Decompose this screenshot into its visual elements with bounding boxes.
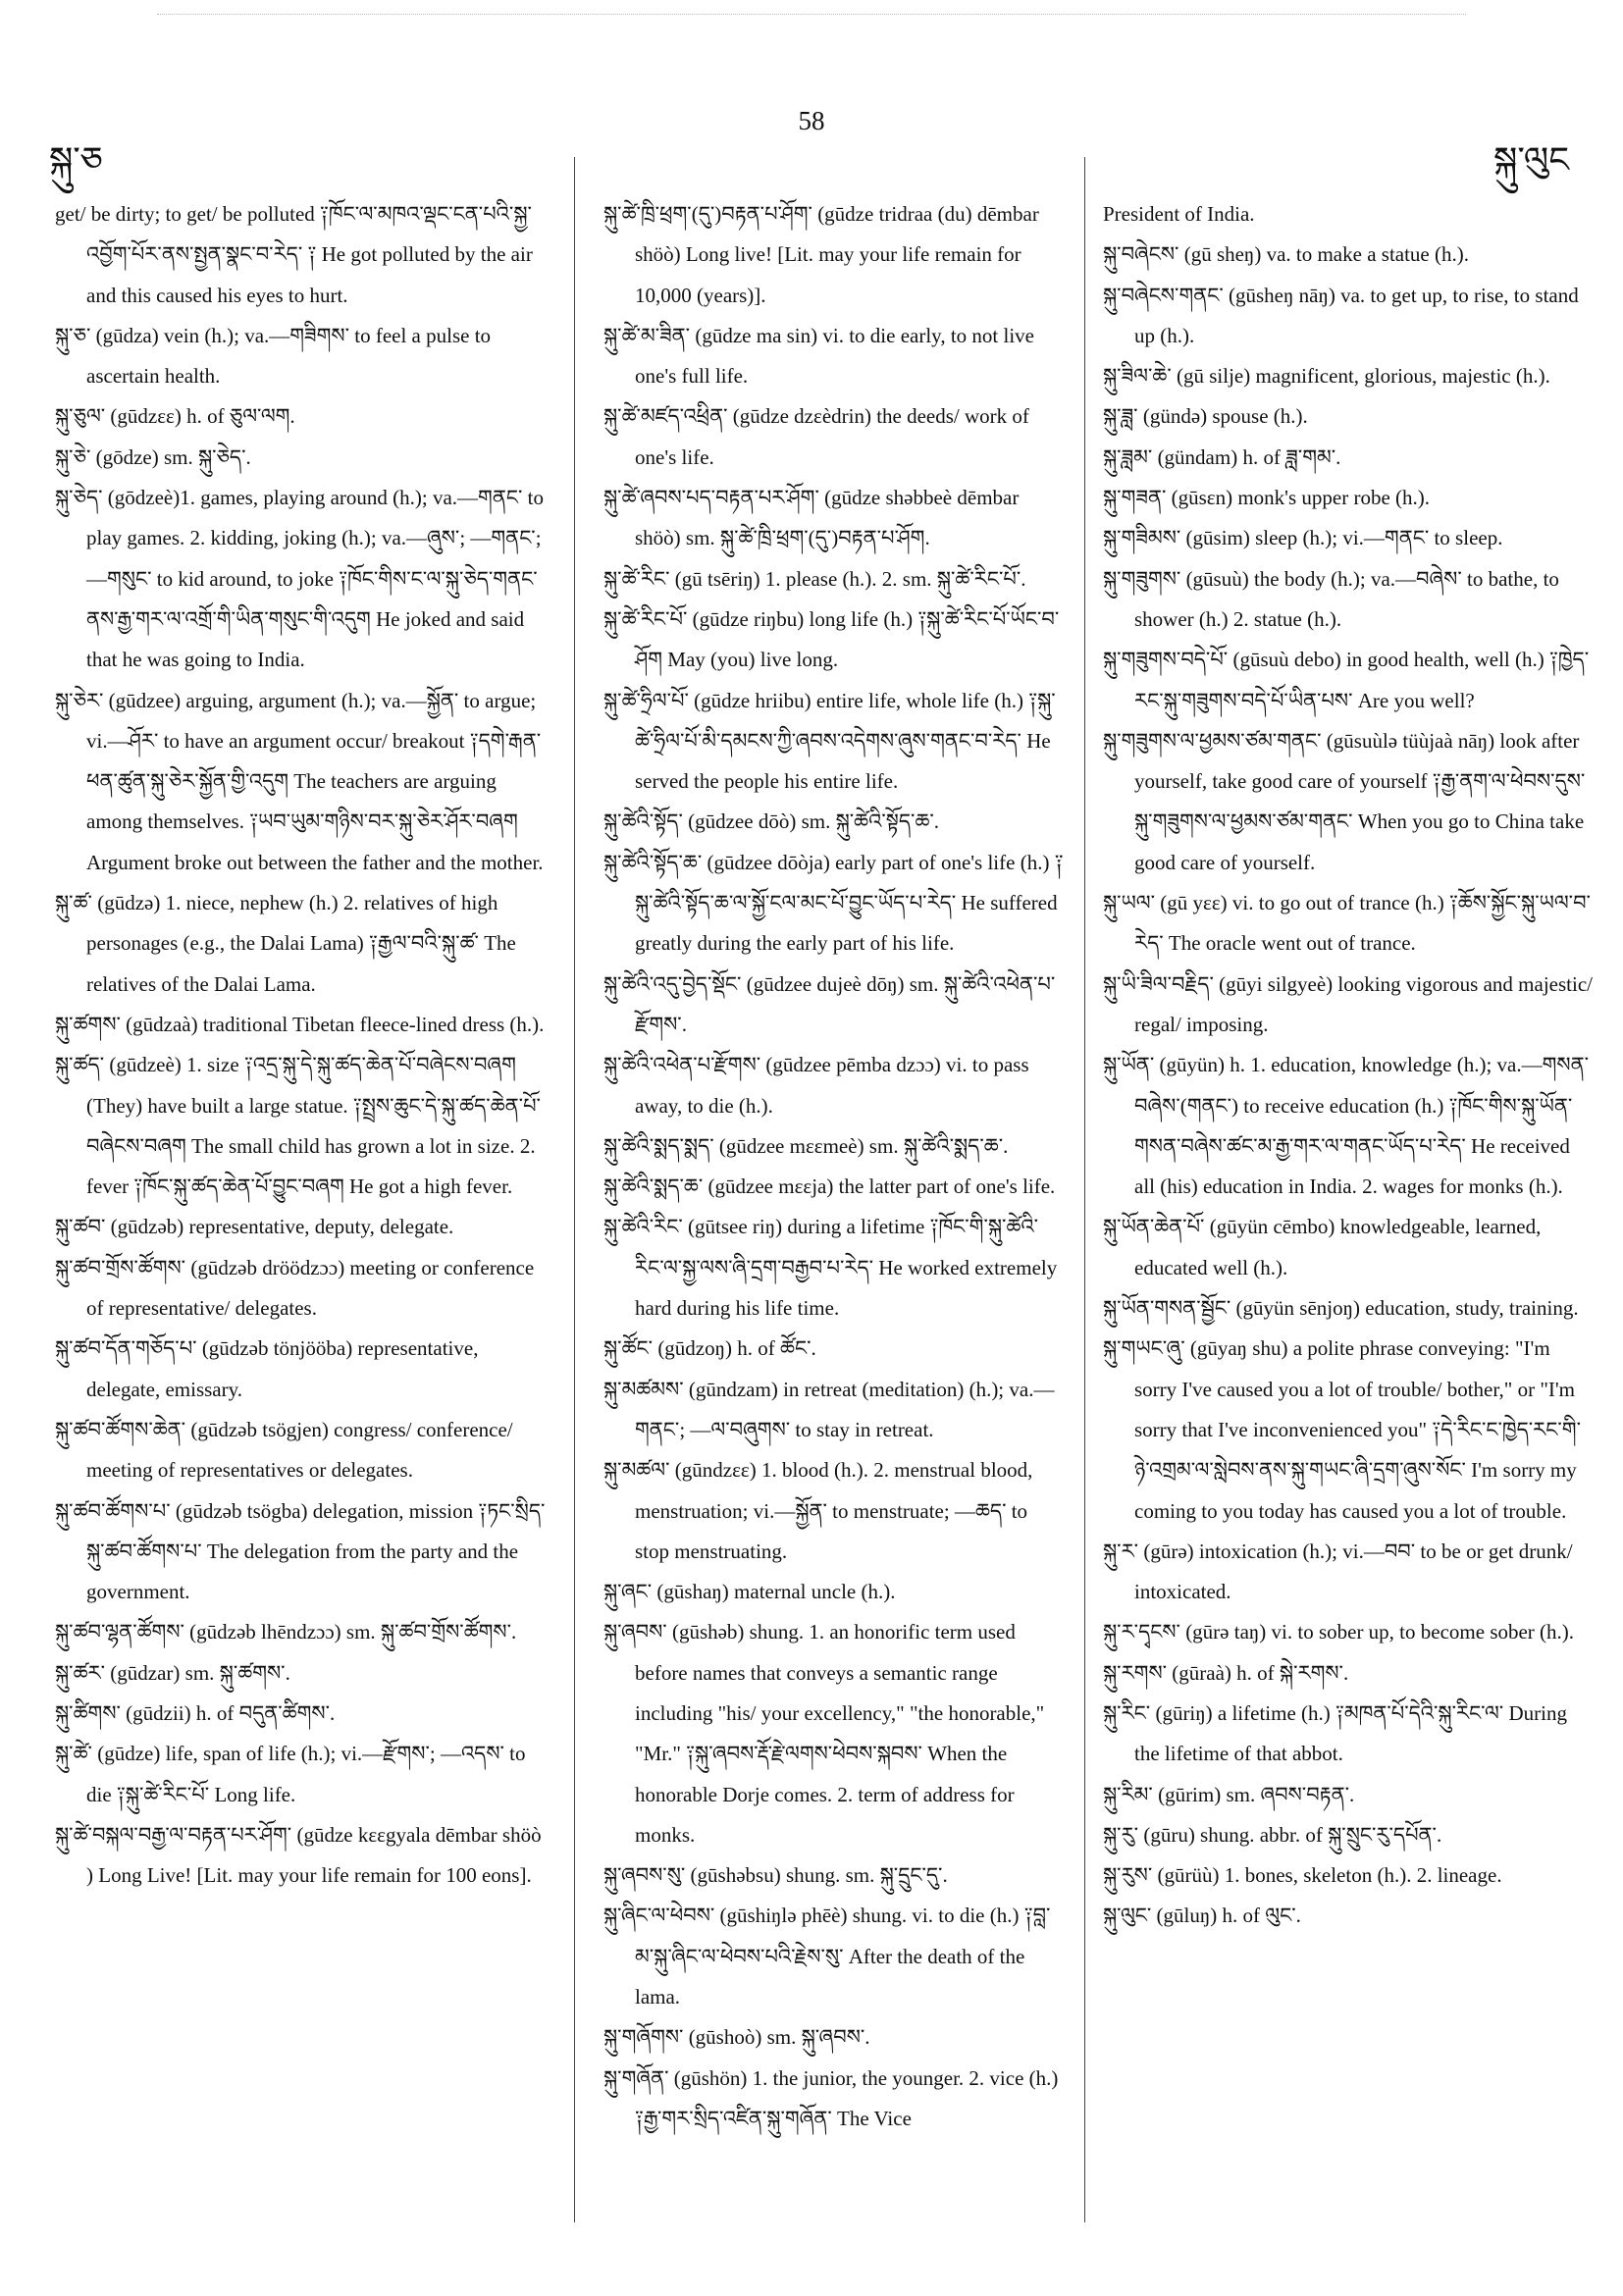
- right-guide-word: སྐུ་ལུང: [1493, 140, 1569, 181]
- dictionary-entry: སྐུ་ཚབ་ཚོགས་པ་ (gūdzəb tsögba) delegation, mission ༑ཏང་སྲིད་སྐུ་ཚབ་ཚོགས་པ་ The delegation from the party and the government.: [55, 1498, 546, 1604]
- dictionary-entry: སྐུ་ཚ་ (gūdzə) 1. niece, nephew (h.) 2. relatives of high personages (e.g., the Dalai Lama) ༑རྒྱལ་བའི་སྐུ་ཚ་ The relatives of the Dalai Lama.: [55, 891, 516, 996]
- dictionary-entry: སྐུ་ཟླ་ (gündə) spouse (h.).: [1103, 404, 1308, 429]
- dictionary-entry: སྐུ་ཅ་ (gūdza) vein (h.); va.—གཟིགས་ to feel a pulse to ascertain health.: [55, 323, 492, 389]
- dictionary-entry: སྐུ་གཟན་ (gūsεn) monk's upper robe (h.).: [1103, 486, 1430, 510]
- dictionary-entry: སྐུ་ཡོན་ (gūyün) h. 1. education, knowledge (h.); va.—གསན་བཞེས་(གནང་) to receive education (h.) ༑ཁོང་གིས་སྐུ་ཡོན་གསན་བཞེས་ཚང་མ་རྒྱ་གར་ལ་གནང་ཡོད་པ་རེད་ He received all (his) education in India. 2. wages for monks (h.).: [1103, 1053, 1590, 1199]
- dictionary-entry: སྐུ་ཚབ་ (gūdzəb) representative, deputy, delegate.: [55, 1215, 454, 1239]
- dictionary-entry: སྐུ་ཚེ་ཞབས་པད་བརྟན་པར་ཤོག་ (gūdze shəbbeè dēmbar shöò) sm. སྐུ་ཚེ་ཁྲི་ཕྲག་(དུ་)བརྟན་པ་ཤོག.: [603, 486, 1020, 550]
- dictionary-entry: get/ be dirty; to get/ be polluted ༑ཁོང་ལ་མཁའ་ལྡང་ངན་པའི་སྐྱ་འབྱོག་པོར་ནས་སྤྱན་སྣང་བ་རེད་ ༑ He got polluted by the air and this caused his eyes to hurt.: [55, 202, 533, 307]
- dictionary-column-2: [603, 194, 1065, 2139]
- dictionary-entry: སྐུ་ཚེའི་སྨད་སྨད་ (gūdzee mεεmeè) sm. སྐུ་ཚེའི་སྨད་ཆ་.: [603, 1133, 1009, 1158]
- dictionary-entry: སྐུ་རིང་ (gūriŋ) a lifetime (h.) ༑མཁན་པོ་དེའི་སྐུ་རིང་ལ་ During the lifetime of that abbot.: [1103, 1700, 1567, 1766]
- dictionary-entry: President of India.: [1103, 202, 1255, 226]
- dictionary-entry: སྐུ་རིམ་ (gūrim) sm. ཞབས་བརྟན་.: [1103, 1782, 1355, 1806]
- dictionary-entry: སྐུ་ཚར་ (gūdzar) sm. སྐུ་ཚགས་.: [55, 1660, 290, 1685]
- dictionary-entry: སྐུ་གཡང་ཞུ་ (gūyaŋ shu) a polite phrase conveying: "I'm sorry I've caused you a lot of trouble/ bother," or "I'm sorry that I've inconvenienced you" ༑དེ་རིང་ང་ཁྱེད་རང་གི་ཉེ་འགྲམ་ལ་སླེབས་ནས་སྐུ་གཡང་ཞི་དྲག་ཞུས་སོང་ I'm sorry my coming to you today has caused you a lot of trouble.: [1103, 1336, 1581, 1523]
- dictionary-entry: སྐུ་ར་དྭངས་ (gūrə taŋ) vi. to sober up, to become sober (h.).: [1103, 1620, 1575, 1644]
- dictionary-entry: སྐུ་ཚགས་ (gūdzaà) traditional Tibetan fleece-lined dress (h.).: [55, 1012, 545, 1036]
- dictionary-entry: སྐུ་ར་ (gūrə) intoxication (h.); vi.—བབ་ to be or get drunk/ intoxicated.: [1103, 1539, 1573, 1604]
- dictionary-entry: སྐུ་གཟུགས་བདེ་པོ་ (gūsuù debo) in good health, well (h.) ༑ཁྱེད་རང་སྐུ་གཟུགས་བདེ་པོ་ཡིན་པས་ Are you well?: [1103, 648, 1590, 712]
- dictionary-column-1: [55, 194, 546, 1896]
- dictionary-entry: སྐུ་ཚིགས་ (gūdzii) h. of བདུན་ཚིགས་.: [55, 1700, 336, 1725]
- dictionary-entry: སྐུ་རུ་ (gūru) shung. abbr. of སྐུ་སྲུང་རུ་དཔོན་.: [1103, 1822, 1442, 1847]
- dictionary-entry: སྐུ་རུས་ (gūrüù) 1. bones, skeleton (h.). 2. lineage.: [1103, 1863, 1502, 1888]
- dictionary-entry: སྐུ་གཟུགས་ (gūsuù) the body (h.); va.—བཞེས་ to bathe, to shower (h.) 2. statue (h.).: [1103, 566, 1559, 631]
- dictionary-entry: སྐུ་ཚེ་ (gūdze) life, span of life (h.); vi.—རྫོགས་; —འདས་ to die ༑སྐུ་ཚེ་རིང་པོ་ Long life.: [55, 1742, 526, 1806]
- dictionary-entry: སྐུ་གཞོན་ (gūshön) 1. the junior, the younger. 2. vice (h.) ༑རྒྱ་གར་སྲིད་འཛིན་སྐུ་གཞོན་ The Vice: [603, 2065, 1059, 2130]
- dictionary-entry: སྐུ་ཅེ་ (gōdze) sm. སྐུ་ཅེད་.: [55, 444, 251, 469]
- dictionary-entry: སྐུ་ཚོང་ (gūdzoŋ) h. of ཚོང་.: [603, 1336, 816, 1361]
- dictionary-entry: སྐུ་ཚབ་ལྷན་ཚོགས་ (gūdzəb lhēndzɔɔ) sm. སྐུ་ཚབ་གྲོས་ཚོགས་.: [55, 1620, 517, 1644]
- dictionary-entry: སྐུ་མཚལ་ (gūndzεε) 1. blood (h.). 2. menstrual blood, menstruation; vi.—སྐྱོན་ to menstruate; —ཆད་ to stop menstruating.: [603, 1458, 1033, 1563]
- dictionary-entry: སྐུ་ཅུལ་ (gūdzεε) h. of ཅུལ་ལག.: [55, 404, 295, 429]
- left-guide-word: སྐུ་ཅ: [49, 140, 103, 181]
- dictionary-entry: སྐུ་ཚེ་རིང་པོ་ (gūdze riŋbu) long life (h.) ༑སྐུ་ཚེ་རིང་པོ་ཡོང་བ་ཤོག May (you) live long.: [603, 606, 1060, 672]
- dictionary-entry: སྐུ་ཚེའི་སྟོད་ཆ་ (gūdzee dōòja) early part of one's life (h.) ༑སྐུ་ཚེའི་སྟོད་ཆ་ལ་སྐྱོ་ངལ་མང་པོ་བྱུང་ཡོད་པ་རེད་ He suffered greatly during the early part of his life.: [603, 850, 1064, 956]
- dictionary-entry: སྐུ་ཚད་ (gūdzeè) 1. size ༑འདྲ་སྐུ་དེ་སྐུ་ཚད་ཆེན་པོ་བཞེངས་བཞག (They) have built a large statue. ༑སྤྲས་ཆུང་དེ་སྐུ་ཚད་ཆེན་པོ་བཞེངས་བཞག The small child has grown a lot in size. 2. fever ༑ཁོང་སྐུ་ཚད་ཆེན་པོ་བྱུང་བཞག He got a high fever.: [55, 1053, 541, 1199]
- dictionary-entry: སྐུ་ལུང་ (gūluŋ) h. of ལུང་.: [1103, 1904, 1301, 1928]
- dictionary-entry: སྐུ་ཚེ་རིང་ (gū tsēriŋ) 1. please (h.). 2. sm. སྐུ་ཚེ་རིང་པོ་.: [603, 566, 1026, 591]
- dictionary-entry: སྐུ་རགས་ (gūraà) h. of སྐེ་རགས་.: [1103, 1660, 1349, 1685]
- dictionary-entry: སྐུ་ཚེའི་འཕེན་པ་རྫོགས་ (gūdzee pēmba dzɔɔ) vi. to pass away, to die (h.).: [603, 1053, 1029, 1118]
- page-number: 58: [798, 106, 825, 135]
- dictionary-entry: སྐུ་ཞང་ (gūshaŋ) maternal uncle (h.).: [603, 1580, 896, 1604]
- dictionary-entry: སྐུ་མཚམས་ (gūndzam) in retreat (meditation) (h.); va.—གནང་; —ལ་བཞུགས་ to stay in retreat.: [603, 1377, 1055, 1441]
- dictionary-entry: སྐུ་ཅེད་ (gōdzeè)1. games, playing around (h.); va.—གནང་ to play games. 2. kidding, joking (h.); va.—ཞུས་; —གནང་; —གསུང་ to kid around, to joke ༑ཁོང་གིས་ང་ལ་སྐུ་ཅེད་གནང་ནས་རྒྱ་གར་ལ་འགྲོ་གི་ཡིན་གསུང་གི་འདུག He joked and said that he was going to India.: [55, 486, 544, 672]
- dictionary-entry: སྐུ་ཚེ་ཧྲིལ་པོ་ (gūdze hriibu) entire life, whole life (h.) ༑སྐུ་ཚེ་ཧྲིལ་པོ་མི་དམངས་ཀྱི་ཞབས་འདེགས་ཞུས་གནང་བ་རེད་ He served the people his entire life.: [603, 688, 1056, 794]
- dictionary-entry: སྐུ་ཡི་ཟིལ་བརྗིད་ (gūyi silgyeè) looking vigorous and majestic/ regal/ imposing.: [1103, 971, 1593, 1036]
- dictionary-entry: སྐུ་ཟླམ་ (gündam) h. of ཟླ་གམ་.: [1103, 444, 1341, 469]
- dictionary-entry: སྐུ་ཚེ་མ་ཟིན་ (gūdze ma sin) vi. to die early, to not live one's full life.: [603, 323, 1034, 389]
- dictionary-entry: སྐུ་ཟིལ་ཆེ་ (gū silje) magnificent, glorious, majestic (h.).: [1103, 364, 1550, 389]
- scan-edge-dots: [157, 14, 1466, 15]
- dictionary-entry: སྐུ་ཚེ་བསྐལ་བརྒྱ་ལ་བརྟན་པར་ཤོག་ (gūdze kεεgyala dēmbar shöò ) Long Live! [Lit. may your life remain for 100 eons].: [55, 1822, 542, 1888]
- dictionary-entry: སྐུ་ཞིང་ལ་ཕེབས་ (gūshiŋlə phēè) shung. vi. to die (h.) ༑བླ་མ་སྐུ་ཞིང་ལ་ཕེབས་པའི་རྗེས་སུ་ After the death of the lama.: [603, 1904, 1051, 2009]
- dictionary-entry: སྐུ་ཞབས་སུ་ (gūshəbsu) shung. sm. སྐུ་དྲུང་དུ་.: [603, 1863, 948, 1888]
- dictionary-entry: སྐུ་གཞོགས་ (gūshoò) sm. སྐུ་ཞབས་.: [603, 2025, 870, 2050]
- dictionary-entry: སྐུ་ཞབས་ (gūshəb) shung. 1. an honorific term used before names that conveys a semantic range including "his/ your excellency," "the honorable," "Mr." ༑སྐུ་ཞབས་རྡོ་རྗེ་ལགས་ཕེབས་སྐབས་ When the honorable Dorje comes. 2. term of address for monks.: [603, 1620, 1045, 1847]
- dictionary-entry: སྐུ་གཟུགས་ལ་ཕྱམས་ཙམ་གནང་ (gūsuùlə tüùjaà nāŋ) look after yourself, take good care of yourself ༑རྒྱ་ནག་ལ་ཕེབས་དུས་སྐུ་གཟུགས་ལ་ཕྱམས་ཙམ་གནང་ When you go to China take good care of yourself.: [1103, 728, 1586, 874]
- dictionary-entry: སྐུ་གཟིམས་ (gūsim) sleep (h.); vi.—གནང་ to sleep.: [1103, 526, 1503, 550]
- dictionary-entry: སྐུ་ཡོན་ཆེན་པོ་ (gūyün cēmbo) knowledgeable, learned, educated well (h.).: [1103, 1215, 1542, 1279]
- dictionary-entry: སྐུ་ཚེའི་འདུ་བྱེད་སྡོང་ (gūdzee dujeè dōŋ) sm. སྐུ་ཚེའི་འཕེན་པ་རྫོགས་.: [603, 971, 1056, 1036]
- column-divider-1: [574, 157, 575, 2222]
- dictionary-entry: སྐུ་ཚེའི་རིང་ (gūtsee riŋ) during a lifetime ༑ཁོང་གི་སྐུ་ཚེའི་རིང་ལ་སྐྱ་ལས་ཞི་དྲག་བརྒྱབ་པ་རེད་ He worked extremely hard during his life time.: [603, 1215, 1058, 1321]
- dictionary-entry: སྐུ་ཚབ་དོན་གཅོད་པ་ (gūdzəb tönjööba) representative, delegate, emissary.: [55, 1336, 479, 1401]
- dictionary-column-3: [1103, 194, 1594, 1937]
- dictionary-entry: སྐུ་ཚབ་གྲོས་ཚོགས་ (gūdzəb dröödzɔɔ) meeting or conference of representative/ delegates.: [55, 1255, 535, 1321]
- dictionary-entry: སྐུ་ཚེའི་སྨད་ཆ་ (gūdzee mεεja) the latter part of one's life.: [603, 1174, 1056, 1199]
- dictionary-entry: སྐུ་བཞེངས་གནང་ (gūsheŋ nāŋ) va. to get up, to rise, to stand up (h.).: [1103, 283, 1579, 347]
- dictionary-entry: སྐུ་བཞེངས་ (gū sheŋ) va. to make a statue (h.).: [1103, 242, 1469, 267]
- dictionary-entry: སྐུ་ཚེའི་སྟོད་ (gūdzee dōò) sm. སྐུ་ཚེའི་སྟོད་ཆ་.: [603, 809, 940, 834]
- dictionary-entry: སྐུ་ཚབ་ཚོགས་ཆེན་ (gūdzəb tsögjen) congress/ conference/ meeting of representatives or delegates.: [55, 1417, 513, 1483]
- dictionary-entry: སྐུ་ཚེ་མཛད་འཕྲིན་ (gūdze dzεèdrin) the deeds/ work of one's life.: [603, 404, 1029, 469]
- dictionary-entry: སྐུ་ཅེར་ (gūdzee) arguing, argument (h.); va.—སྐྱོན་ to argue; vi.—ཤོར་ to have an argument occur/ breakout ༑དགེ་རྒན་ཕན་ཚུན་སྐུ་ཅེར་སྐྱོན་གྱི་འདུག The teachers are arguing among themselves. ༑ཡབ་ཡུམ་གཉིས་བར་སྐུ་ཅེར་ཤོར་བཞག Argument broke out between the father and the mother.: [55, 688, 544, 874]
- column-divider-2: [1084, 157, 1085, 2222]
- dictionary-entry: སྐུ་ཡོན་གསན་སྦྱོང་ (gūyün sēnjoŋ) education, study, training.: [1103, 1296, 1579, 1321]
- dictionary-entry: སྐུ་ཚེ་ཁྲི་ཕྲག་(དུ་)བརྟན་པ་ཤོག་ (gūdze tridraa (du) dēmbar shöò) Long live! [Lit. may your life remain for 10,000 (years)].: [603, 202, 1039, 307]
- dictionary-entry: སྐུ་ཡལ་ (gū yεε) vi. to go out of trance (h.) ༑ཆོས་སྐྱོང་སྐུ་ཡལ་བ་རེད་ The oracle went out of trance.: [1103, 891, 1591, 956]
